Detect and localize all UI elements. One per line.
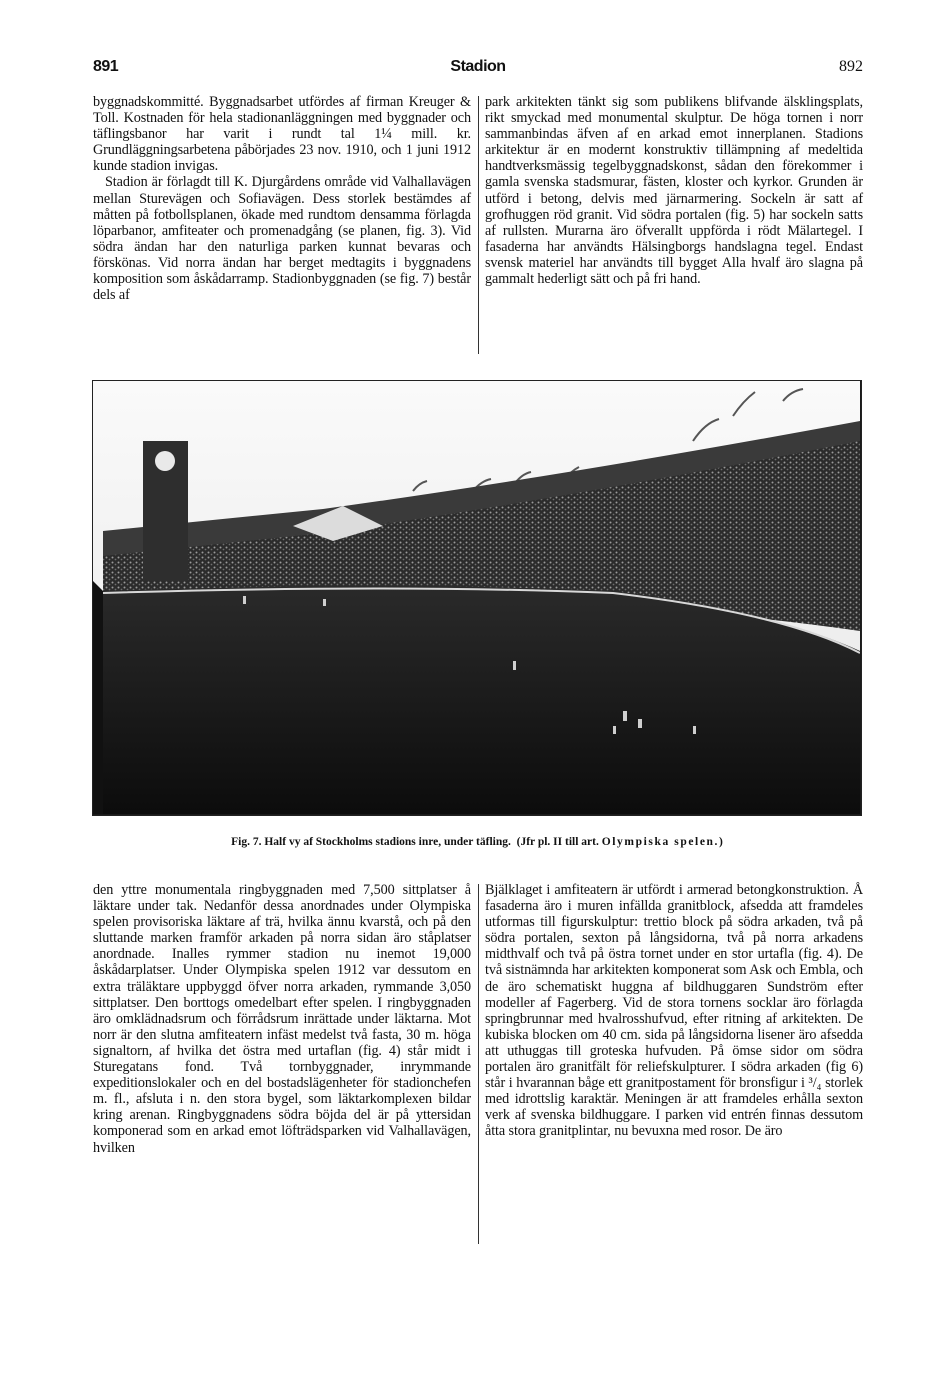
stadium-photo-illustration — [93, 381, 860, 814]
paragraph: Bjälklaget i amfiteatern är utfördt i armerad betongkonstruktion. Å fasaderna äro i muren infällda granitblock, afsedda att framdeles utformas till figurskulptur: trettio block på södra arkaden, två på södra portalen, sexton på långsidorna, två på norra arkadens midthvalf och två på östra tornet under en stor urtafla (fig. 4). De två sistnämnda har arkitekten komponerat som Ask och Embla, och de äro schematiskt huggna af bildhuggaren Sundström efter modeller af Fagerberg. Vid de stora tornens socklar äro förlagda springbrunnar med hvalrosshufvud, efter ritning af arkitekten. De kubiska blocken om 40 cm. sida på långsidorna lisener äro afsedda att uthuggas till groteska hufvuden. På ömse sidor om södra portalen äro granitfält för reliefskulpturer. I södra arkaden (fig 6) står i hvarannan båge ett granitpostament för bronsfigur i ³/₄ storlek med idrottslig karaktär. Meningen är att framdeles erhålla sexton verk af svenska bildhuggare. I parken vid entrén finnas dessutom åtta stora granitplintar, nu bevuxna med rosor. De äro — [485, 882, 863, 1140]
page-number-left: 891 — [93, 58, 119, 75]
page-number-right: 892 — [839, 58, 863, 75]
paragraph: Stadion är förlagdt till K. Djurgårdens område vid Valhallavägen mellan Sturevägen och Sofiavägen. Dess storlek bestämdes af måtten på fotbollsplanen, ökade med rundtom densamma förlagda löparbanor, amfiteater och promenadgång (se planen, fig. 3). Vid södra ändan har den naturliga parken kunnat bevaras och förskönas. Vid norra ändan har berget medtagits i byggnadens komposition som åskådarramp. Stadionbyggnaden (se fig. 7) består dels af — [93, 174, 471, 304]
caption-lead: Fig. 7. Half vy af Stockholms stadions inre, under täfling. — [231, 836, 511, 848]
figure-caption — [92, 836, 862, 848]
column-divider — [478, 884, 479, 1244]
running-header — [93, 58, 863, 86]
paragraph: den yttre monumentala ringbyggnaden med 7,500 sittplatser å läktare under tak. Nedanför dessa anordnades under Olympiska spelen provisoriska läktare af trä, hvilka ännu kvarstå, och på den sluttande marken framför arkaden på norra sidan äro ståplatser anordnade. Inalles rymmer stadion nu inemot 19,000 åskådarplatser. Under Olympiska spelen 1912 var dessutom en extra träläktare uppbyggd öfver norra arkaden, rymmande 3,050 sittplatser. Den borttogs omedelbart efter spelen. I ringbyggnaden äro omklädnadsrum och förrådsrum inrättade under läktarna. Mot norr är den slutna amfiteatern infäst medelst två fasta, 30 m. höga signaltorn, af hvilka det östra med urtaflan (fig. 4) står midt i Sturegatans fond. Två tornbyggnader, inrymmande expeditionslokaler och en del bostadslägenheter för stadionchefen m. fl., afsluta i n. den stora bygel, som läktarkomplexen bildar kring arenan. Ringbyggnadens södra böjda del är på yttersidan komponerad som en arkad emot löfträdsparken vid Valhallavägen, hvilken — [93, 882, 471, 1156]
running-title: Stadion — [450, 58, 506, 75]
caption-end: ) — [719, 836, 723, 848]
top-left-column — [93, 94, 471, 303]
paragraph: park arkitekten tänkt sig som publikens blifvande älsklingsplats, rikt smyckad med monumental skulptur. De höga tornen i norr sammanbindas äfven af en arkad emot innerplanen. Stadions arkitektur är en modernt konstruktiv tillämpning af medeltida handtverksmässig tegelbyggnadskonst, sådan den förekommer i gamla svenska stadsmurar, fästen, kloster och kyrkor. Grunden är utförd i betong, delvis med järnarmering. Sockeln är satt af grofhuggen röd granit. Vid södra portalen (fig. 5) har sockeln satts af rullsten. Murarna äro öfverallt uppförda i rödt Mälartegel. I fasaderna har användts Hälsingborgs handslagna tegel. Endast svensk materiel har användts till bygget Alla hvalf äro slagna på gammalt hederligt sätt och på fri hand. — [485, 94, 863, 288]
top-right-column — [485, 94, 863, 287]
bottom-left-column — [93, 882, 471, 1156]
paragraph: byggnadskommitté. Byggnadsarbet utfördes af firman Kreuger & Toll. Kostnaden för hela stadionanläggningen med byggnader och täflingsbanor har varit i rundt tal 1¼ mill. kr. Grundläggningsarbetena påbörjades 23 nov. 1910, och 1 juni 1912 kunde stadion invigas. — [93, 94, 471, 175]
column-divider — [478, 96, 479, 354]
stadium-photograph — [92, 380, 862, 816]
clock-face — [155, 451, 175, 471]
bottom-right-column — [485, 882, 863, 1140]
arena-field — [103, 586, 860, 814]
caption-reference: (Jfr pl. II till art. — [516, 836, 599, 848]
caption-spaced-title: Olympiska spelen. — [601, 836, 720, 848]
